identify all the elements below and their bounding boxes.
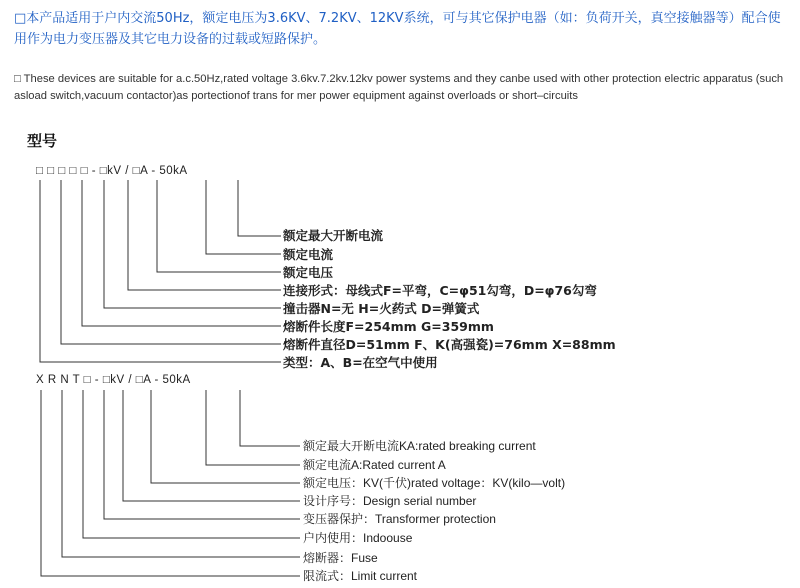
label2-rated-breaking-current: 额定最大开断电流KA:rated breaking current bbox=[303, 439, 536, 453]
label-connection-form: 连接形式：母线式F=平弯，C=φ51勾弯，D=φ76勾弯 bbox=[283, 283, 597, 298]
label2-limit-current: 限流式：Limit current bbox=[303, 569, 418, 583]
leader2-rated-breaking bbox=[240, 390, 300, 446]
intro-chinese: □本产品适用于户内交流50Hz，额定电压为3.6KV、7.2KV、12KV系统，可与其它保护电器（如：负荷开关，真空接触器等）配合使用作为电力变压器及其它电力设备的过载或短路保护。 bbox=[14, 11, 781, 47]
label2-fuse: 熔断器：Fuse bbox=[303, 551, 378, 565]
label2-design-serial-number: 设计序号：Design serial number bbox=[303, 494, 477, 508]
label2-transformer-protection: 变压器保护：Transformer protection bbox=[303, 512, 496, 526]
label-rated-current: 额定电流 bbox=[283, 247, 334, 262]
label2-rated-voltage: 额定电压：KV(千伏)rated voltage：KV(kilo—volt) bbox=[303, 476, 566, 490]
label-type: 类型：A、B=在空气中使用 bbox=[283, 355, 438, 370]
label-fuse-diameter: 熔断件直径D=51mm F、K(高强瓷)=76mm X=88mm bbox=[283, 337, 616, 352]
model-code-template: □ □ □ □ □ - □kV / □A - 50kA bbox=[36, 165, 188, 177]
leader1-fuse-length bbox=[82, 180, 281, 326]
leader1-rated-voltage bbox=[157, 180, 281, 272]
leader2-transformer-protection bbox=[104, 390, 300, 519]
leader1-striker bbox=[104, 180, 281, 308]
label-striker: 撞击器N=无 H=火药式 D=弹簧式 bbox=[283, 301, 480, 316]
leader1-connection-form bbox=[128, 180, 281, 290]
xrnt-model-code: X R N T □ - □kV / □A - 50kA bbox=[36, 374, 191, 386]
model-heading: 型号 bbox=[27, 132, 58, 150]
label-rated-voltage: 额定电压 bbox=[283, 265, 334, 280]
leader2-fuse bbox=[62, 390, 300, 557]
label-rated-max-breaking-current: 额定最大开断电流 bbox=[283, 228, 384, 243]
leader1-fuse-diameter bbox=[61, 180, 281, 344]
leader1-rated-current bbox=[206, 180, 281, 254]
leader2-rated-current bbox=[206, 390, 300, 465]
leader1-type bbox=[40, 180, 281, 362]
leader2-indoor-use bbox=[83, 390, 300, 538]
intro-english: □ These devices are suitable for a.c.50Hz,rated voltage 3.6kv.7.2kv.12kv power systems and they canbe used with other protection electric apparatus (such asload switch,vacuum contactor)as portectionof trans for mer power equipment against overloads or short–circuits bbox=[14, 73, 784, 102]
label-fuse-length: 熔断件长度F=254mm G=359mm bbox=[283, 319, 494, 334]
leader2-rated-voltage bbox=[151, 390, 300, 483]
label2-indoor-use: 户内使用：Indoouse bbox=[303, 531, 413, 545]
leader1-rated-max-breaking bbox=[238, 180, 281, 236]
label2-rated-current: 额定电流A:Rated current A bbox=[303, 458, 446, 472]
